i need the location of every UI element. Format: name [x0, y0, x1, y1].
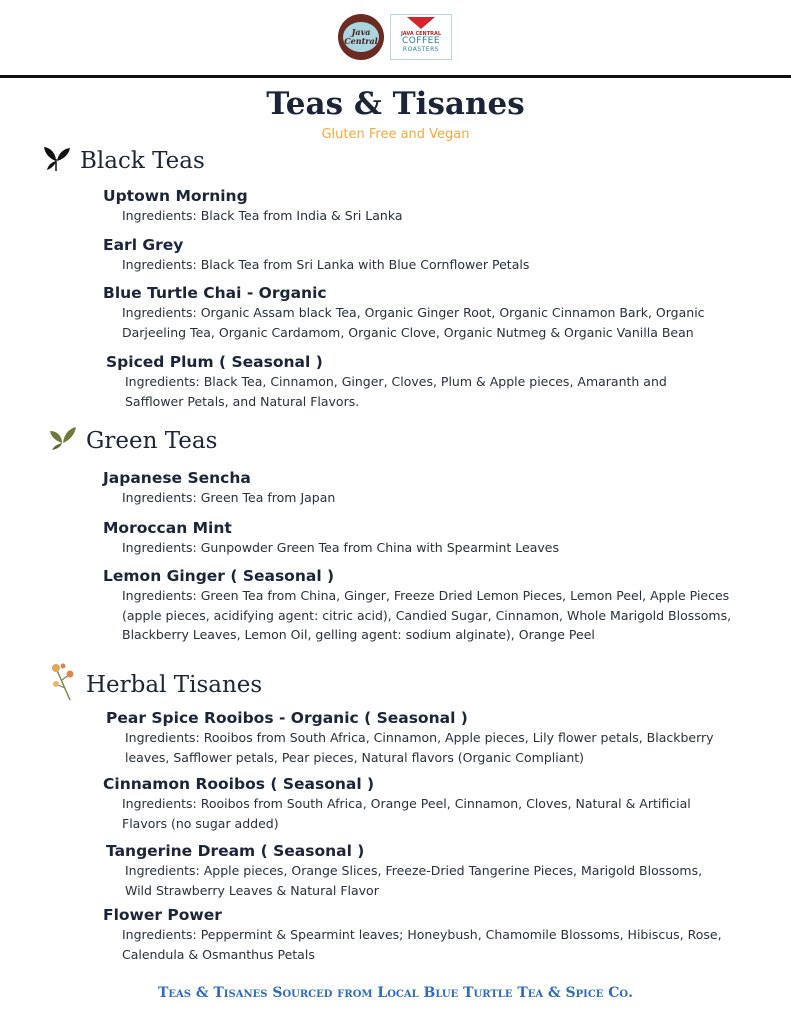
item-ingredients: Ingredients: Black Tea, Cinnamon, Ginger, Cloves, Plum & Apple pieces, Amaranth and — [125, 374, 667, 389]
page-title: Teas & Tisanes — [266, 86, 525, 122]
menu-item — [103, 905, 722, 964]
roasters-logo-line2: COFFEE — [401, 36, 441, 46]
item-ingredients: Ingredients: Rooibos from South Africa, Cinnamon, Apple pieces, Lily flower petals, Blackberry — [125, 730, 714, 745]
menu-item — [103, 235, 529, 275]
roasters-logo-line3: ROASTERS — [402, 46, 440, 53]
item-ingredients: Wild Strawberry Leaves & Natural Flavor — [125, 882, 379, 898]
section-title: Black Teas — [80, 148, 205, 174]
item-ingredients: Flavors (no sugar added) — [122, 815, 279, 831]
menu-item — [106, 841, 702, 900]
green-tea-leaf-icon — [48, 425, 78, 457]
item-ingredients: Ingredients: Peppermint & Spearmint leaves; Honeybush, Chamomile Blossoms, Hibiscus, Rose, — [122, 927, 722, 942]
java-central-logo-text: Java Central — [343, 22, 379, 52]
item-name: Earl Grey — [103, 236, 184, 254]
item-name: Tangerine Dream ( Seasonal ) — [106, 842, 365, 860]
item-ingredients: Blackberry Leaves, Lemon Oil, gelling agent: sodium alginate), Orange Peel — [122, 627, 595, 642]
menu-item — [106, 352, 667, 411]
item-name: Spiced Plum ( Seasonal ) — [106, 353, 323, 371]
section-heading — [48, 662, 262, 708]
item-ingredients: Calendula & Osmanthus Petals — [122, 946, 315, 962]
item-name: Japanese Sencha — [103, 469, 251, 487]
footer-note: Teas & Tisanes Sourced from Local Blue Turtle Tea & Spice Co. — [157, 985, 634, 1001]
menu-item — [103, 566, 731, 645]
menu-item — [103, 186, 403, 226]
item-ingredients: leaves, Safflower petals, Pear pieces, Natural flavors (Organic Compliant) — [125, 749, 585, 765]
item-ingredients: Darjeeling Tea, Organic Cardamom, Organic Clove, Organic Nutmeg & Organic Vanilla Bean — [122, 324, 694, 340]
item-name: Pear Spice Rooibos - Organic ( Seasonal ) — [106, 709, 468, 727]
section-heading — [42, 145, 205, 177]
item-ingredients: Ingredients: Green Tea from Japan — [122, 490, 336, 505]
item-name: Flower Power — [103, 906, 222, 924]
roasters-logo-line1: JAVA CENTRAL — [400, 31, 442, 37]
item-ingredients: Ingredients: Black Tea from India & Sri Lanka — [122, 208, 403, 223]
menu-item — [103, 518, 559, 558]
menu-item — [103, 774, 691, 833]
section-heading — [48, 425, 217, 457]
item-ingredients: Ingredients: Green Tea from China, Ginger, Freeze Dried Lemon Pieces, Lemon Peel, Apple Pieces — [122, 588, 730, 603]
coffee-roasters-logo — [390, 14, 452, 60]
page-subtitle: Gluten Free and Vegan — [321, 127, 470, 142]
item-ingredients: (apple pieces, acidifying agent: citric acid), Candied Sugar, Cinnamon, Whole Marigold Blossoms, — [122, 607, 732, 623]
tea-leaf-icon — [42, 145, 72, 177]
item-name: Moroccan Mint — [103, 519, 232, 537]
header-divider — [0, 75, 791, 78]
brand-logo — [338, 14, 452, 60]
item-name: Cinnamon Rooibos ( Seasonal ) — [103, 775, 375, 793]
java-central-logo — [338, 14, 384, 60]
item-name: Lemon Ginger ( Seasonal ) — [103, 567, 335, 585]
item-ingredients: Ingredients: Gunpowder Green Tea from China with Spearmint Leaves — [122, 540, 559, 555]
flower-sprig-icon — [48, 662, 78, 708]
menu-item — [106, 708, 714, 767]
cup-icon — [407, 17, 435, 29]
item-ingredients: Ingredients: Organic Assam black Tea, Organic Ginger Root, Organic Cinnamon Bark, Organic — [122, 305, 705, 320]
item-name: Uptown Morning — [103, 187, 248, 205]
item-ingredients: Ingredients: Rooibos from South Africa, Orange Peel, Cinnamon, Cloves, Natural & Artificial — [122, 796, 691, 811]
item-ingredients: Safflower Petals, and Natural Flavors. — [125, 393, 360, 409]
menu-item — [103, 283, 705, 342]
section-title: Herbal Tisanes — [86, 672, 263, 698]
section-title: Green Teas — [86, 428, 218, 454]
item-ingredients: Ingredients: Apple pieces, Orange Slices, Freeze-Dried Tangerine Pieces, Marigold Blossoms, — [125, 863, 703, 878]
item-name: Blue Turtle Chai - Organic — [103, 284, 327, 302]
menu-item — [103, 468, 335, 508]
item-ingredients: Ingredients: Black Tea from Sri Lanka with Blue Cornflower Petals — [122, 257, 530, 272]
